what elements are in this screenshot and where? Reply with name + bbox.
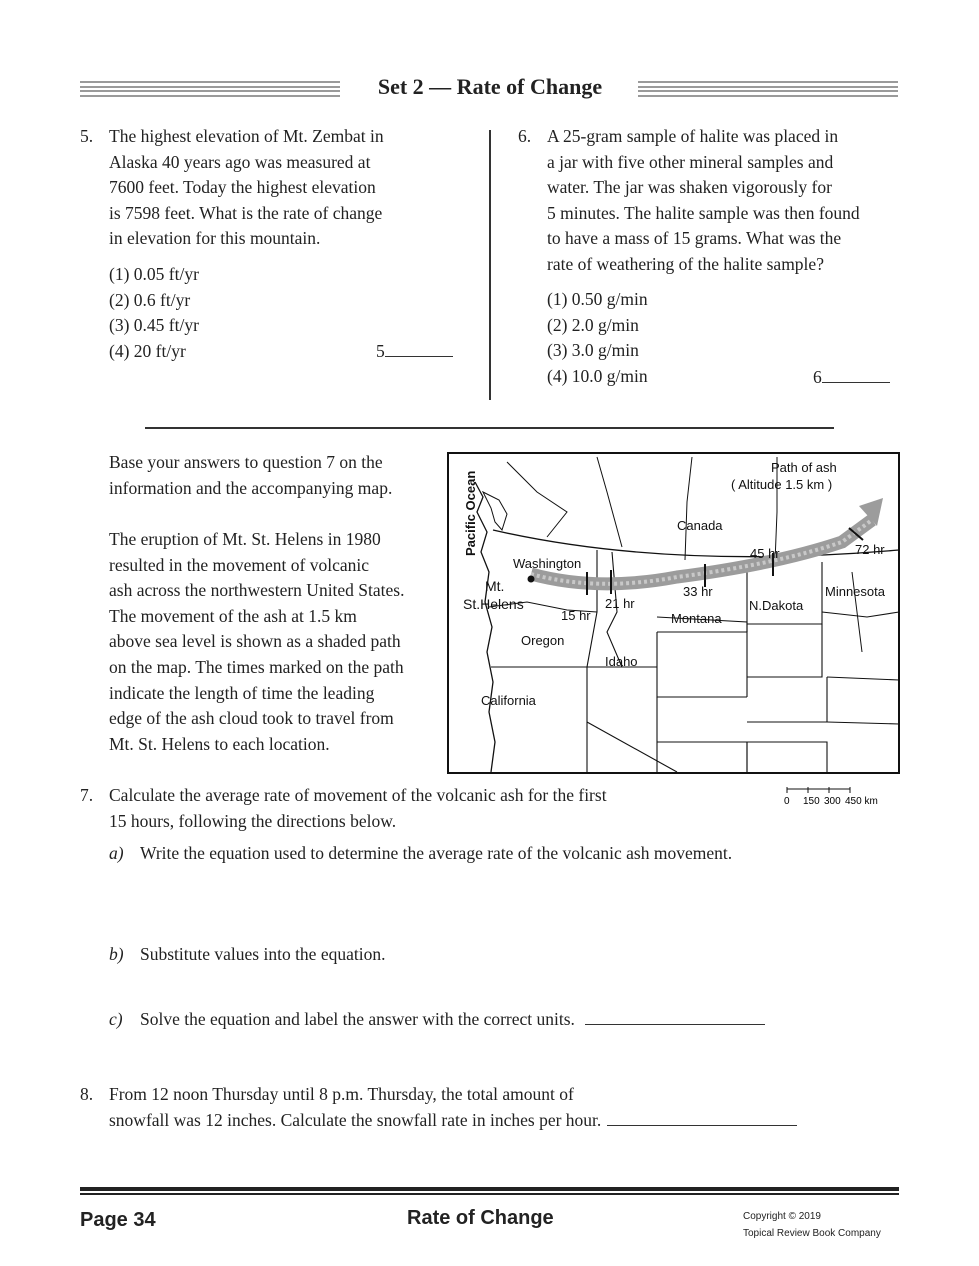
text-line: information and the accompanying map.	[109, 477, 393, 498]
text-line: in elevation for this mountain.	[109, 228, 321, 249]
footer-rule	[80, 1187, 899, 1195]
text-line: The eruption of Mt. St. Helens in 1980	[109, 529, 381, 549]
footer-title: Rate of Change	[407, 1207, 554, 1229]
text-line: ash across the northwestern United States.	[109, 580, 405, 601]
choice[interactable]: (4) 10.0 g/min	[547, 365, 648, 386]
column-divider	[489, 130, 491, 400]
question-text	[109, 783, 607, 834]
question-number: 7.	[80, 785, 94, 805]
answer-label: 6	[813, 367, 822, 387]
time-label-33hr: 33 hr	[683, 584, 713, 599]
region-label-montana: Montana	[671, 611, 722, 626]
text-line: 15 hours, following the directions below.	[109, 810, 397, 831]
choice[interactable]: (2) 0.6 ft/yr	[109, 289, 191, 310]
footer-copyright	[743, 1208, 881, 1242]
choice[interactable]: (1) 0.50 g/min	[547, 289, 648, 309]
region-label-oregon: Oregon	[521, 633, 565, 648]
choice[interactable]: (3) 3.0 g/min	[547, 340, 639, 361]
part-text: Write the equation used to determine the average rate of the volcanic ash movement.	[140, 843, 733, 863]
text-line: resulted in the movement of volcanic	[109, 554, 369, 575]
question-text	[547, 124, 860, 278]
text-line: 7600 feet. Today the highest elevation	[109, 177, 376, 198]
text-line: Mt. St. Helens to each location.	[109, 733, 330, 754]
footer-page-number: Page 34	[80, 1209, 156, 1231]
altitude-label: ( Altitude 1.5 km )	[731, 477, 833, 492]
question-text	[109, 124, 384, 252]
text-line: indicate the length of time the leading	[109, 682, 375, 703]
part-label: c)	[109, 1009, 123, 1029]
section-separator	[145, 427, 834, 429]
map-scale-bar	[782, 784, 892, 810]
choice[interactable]: (1) 0.05 ft/yr	[109, 264, 199, 284]
text-line: water. The jar was shaken vigorously for	[547, 177, 832, 198]
choice-list	[547, 287, 648, 389]
region-label-idaho: Idaho	[605, 654, 638, 669]
scale-label: 450 km	[845, 796, 878, 807]
text-line: The highest elevation of Mt. Zembat in	[109, 126, 384, 146]
scale-label: 0	[784, 796, 790, 807]
text-line: The movement of the ash at 1.5 km	[109, 605, 357, 626]
text-line: snowfall was 12 inches. Calculate the snowfall rate in inches per hour.	[109, 1109, 602, 1130]
text-line: rate of weathering of the halite sample?	[547, 253, 824, 274]
region-label-washington: Washington	[513, 556, 582, 571]
region-label-ndakota: N.Dakota	[749, 598, 804, 613]
part-a	[109, 841, 732, 867]
time-label-21hr: 21 hr	[605, 596, 635, 611]
time-label-15hr: 15 hr	[561, 608, 591, 623]
text-line: A 25-gram sample of halite was placed in	[547, 126, 839, 146]
question-number: 5.	[80, 126, 94, 146]
answer-line-7c[interactable]	[585, 1008, 765, 1025]
answer-line-8[interactable]	[607, 1109, 797, 1126]
part-label: b)	[109, 944, 124, 964]
region-label-minnesota: Minnesota	[825, 584, 885, 599]
question-number: 8.	[80, 1084, 94, 1104]
part-b	[109, 942, 385, 968]
text-line: Alaska 40 years ago was measured at	[109, 151, 371, 172]
text-line: above sea level is shown as a shaded path	[109, 631, 401, 652]
scale-label: 300	[824, 796, 841, 807]
mt-st-helens-marker	[528, 576, 535, 583]
pacific-ocean-label: Pacific Ocean	[463, 470, 478, 556]
header-rule-left	[80, 81, 340, 97]
mt-label: Mt.	[485, 578, 505, 594]
intro-text	[109, 450, 392, 501]
choice[interactable]: (3) 0.45 ft/yr	[109, 315, 199, 336]
copyright-line: Copyright © 2019	[743, 1211, 821, 1222]
text-line: From 12 noon Thursday until 8 p.m. Thursday, the total amount of	[109, 1084, 574, 1104]
question-number: 6.	[518, 126, 532, 146]
header-rule-right	[638, 81, 898, 97]
choice[interactable]: (2) 2.0 g/min	[547, 314, 639, 335]
text-line: 5 minutes. The halite sample was then found	[547, 202, 860, 223]
path-of-ash-label: Path of ash	[771, 460, 837, 475]
time-label-72hr: 72 hr	[855, 542, 885, 557]
copyright-line: Topical Review Book Company	[743, 1228, 881, 1239]
text-line: is 7598 feet. What is the rate of change	[109, 202, 383, 223]
page-header-title: Set 2 — Rate of Change	[377, 74, 603, 99]
scale-label: 150	[803, 796, 820, 807]
part-c	[109, 1007, 765, 1033]
text-line: edge of the ash cloud took to travel from	[109, 708, 394, 729]
part-text: Solve the equation and label the answer with the correct units.	[140, 1009, 575, 1029]
st-helens-label: St.Helens	[463, 596, 524, 612]
ash-path-map	[447, 452, 900, 774]
answer-line-5[interactable]	[376, 339, 453, 365]
question-text	[109, 1082, 797, 1133]
text-line: Calculate the average rate of movement of the volcanic ash for the first	[109, 785, 607, 805]
part-label: a)	[109, 843, 124, 863]
text-line: Base your answers to question 7 on the	[109, 452, 383, 472]
passage-text	[109, 527, 404, 757]
answer-label: 5	[376, 341, 385, 361]
region-label-california: California	[481, 693, 536, 708]
text-line: to have a mass of 15 grams. What was the	[547, 228, 842, 249]
part-text: Substitute values into the equation.	[140, 944, 386, 964]
answer-line-6[interactable]	[813, 365, 890, 391]
region-label-canada: Canada	[677, 518, 723, 533]
choice-list	[109, 262, 199, 364]
time-label-45hr: 45 hr	[750, 546, 780, 561]
choice[interactable]: (4) 20 ft/yr	[109, 340, 186, 361]
text-line: a jar with five other mineral samples and	[547, 151, 834, 172]
text-line: on the map. The times marked on the path	[109, 656, 404, 677]
